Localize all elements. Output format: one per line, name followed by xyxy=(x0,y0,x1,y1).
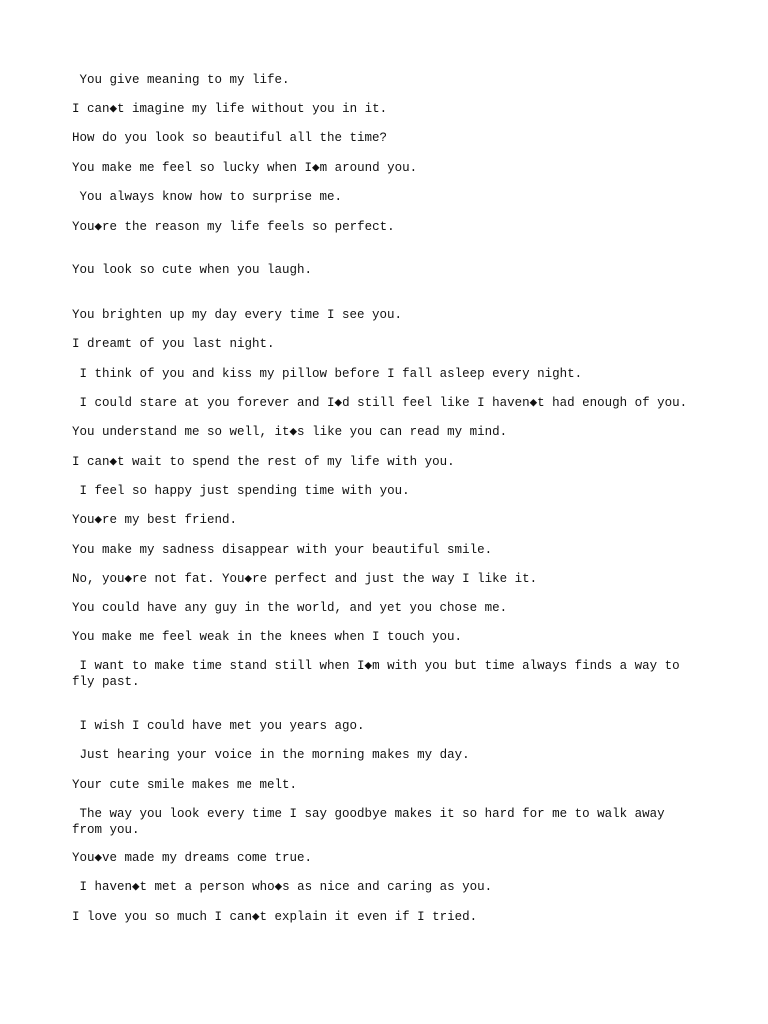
text-line: I can◆t wait to spend the rest of my life with you. xyxy=(72,455,455,469)
text-line: You make me feel weak in the knees when I touch you. xyxy=(72,630,463,644)
text-line: I think of you and kiss my pillow before I fall asleep every night. xyxy=(72,367,583,381)
text-line: You brighten up my day every time I see you. xyxy=(72,308,403,322)
text-line: Your cute smile makes me melt. xyxy=(72,778,298,792)
text-line: I love you so much I can◆t explain it even if I tried. xyxy=(72,910,478,924)
text-line: You◆ve made my dreams come true. xyxy=(72,851,313,865)
text-line: You◆re the reason my life feels so perfect. xyxy=(72,220,395,234)
text-line: I can◆t imagine my life without you in it. xyxy=(72,102,388,116)
text-line: You make me feel so lucky when I◆m around you. xyxy=(72,161,418,175)
text-line: You give meaning to my life. xyxy=(72,73,290,87)
text-line: You look so cute when you laugh. xyxy=(72,263,313,277)
text-line: You could have any guy in the world, and yet you chose me. xyxy=(72,601,508,615)
text-line: You◆re my best friend. xyxy=(72,513,238,527)
text-line: I dreamt of you last night. xyxy=(72,337,275,351)
text-line: You always know how to surprise me. xyxy=(72,190,343,204)
text-line: You make my sadness disappear with your beautiful smile. xyxy=(72,543,493,557)
text-line: No, you◆re not fat. You◆re perfect and just the way I like it. xyxy=(72,572,538,586)
text-line: I could stare at you forever and I◆d still feel like I haven◆t had enough of you. xyxy=(72,396,688,410)
text-line: The way you look every time I say goodbye makes it so hard for me to walk away from you. xyxy=(72,807,673,837)
text-line: I haven◆t met a person who◆s as nice and caring as you. xyxy=(72,880,493,894)
text-line: How do you look so beautiful all the time? xyxy=(72,131,388,145)
text-line: I feel so happy just spending time with you. xyxy=(72,484,410,498)
text-line: I want to make time stand still when I◆m with you but time always finds a way to fly past. xyxy=(72,659,688,689)
text-line: Just hearing your voice in the morning makes my day. xyxy=(72,748,470,762)
text-line: You understand me so well, it◆s like you can read my mind. xyxy=(72,425,508,439)
text-line: I wish I could have met you years ago. xyxy=(72,719,365,733)
